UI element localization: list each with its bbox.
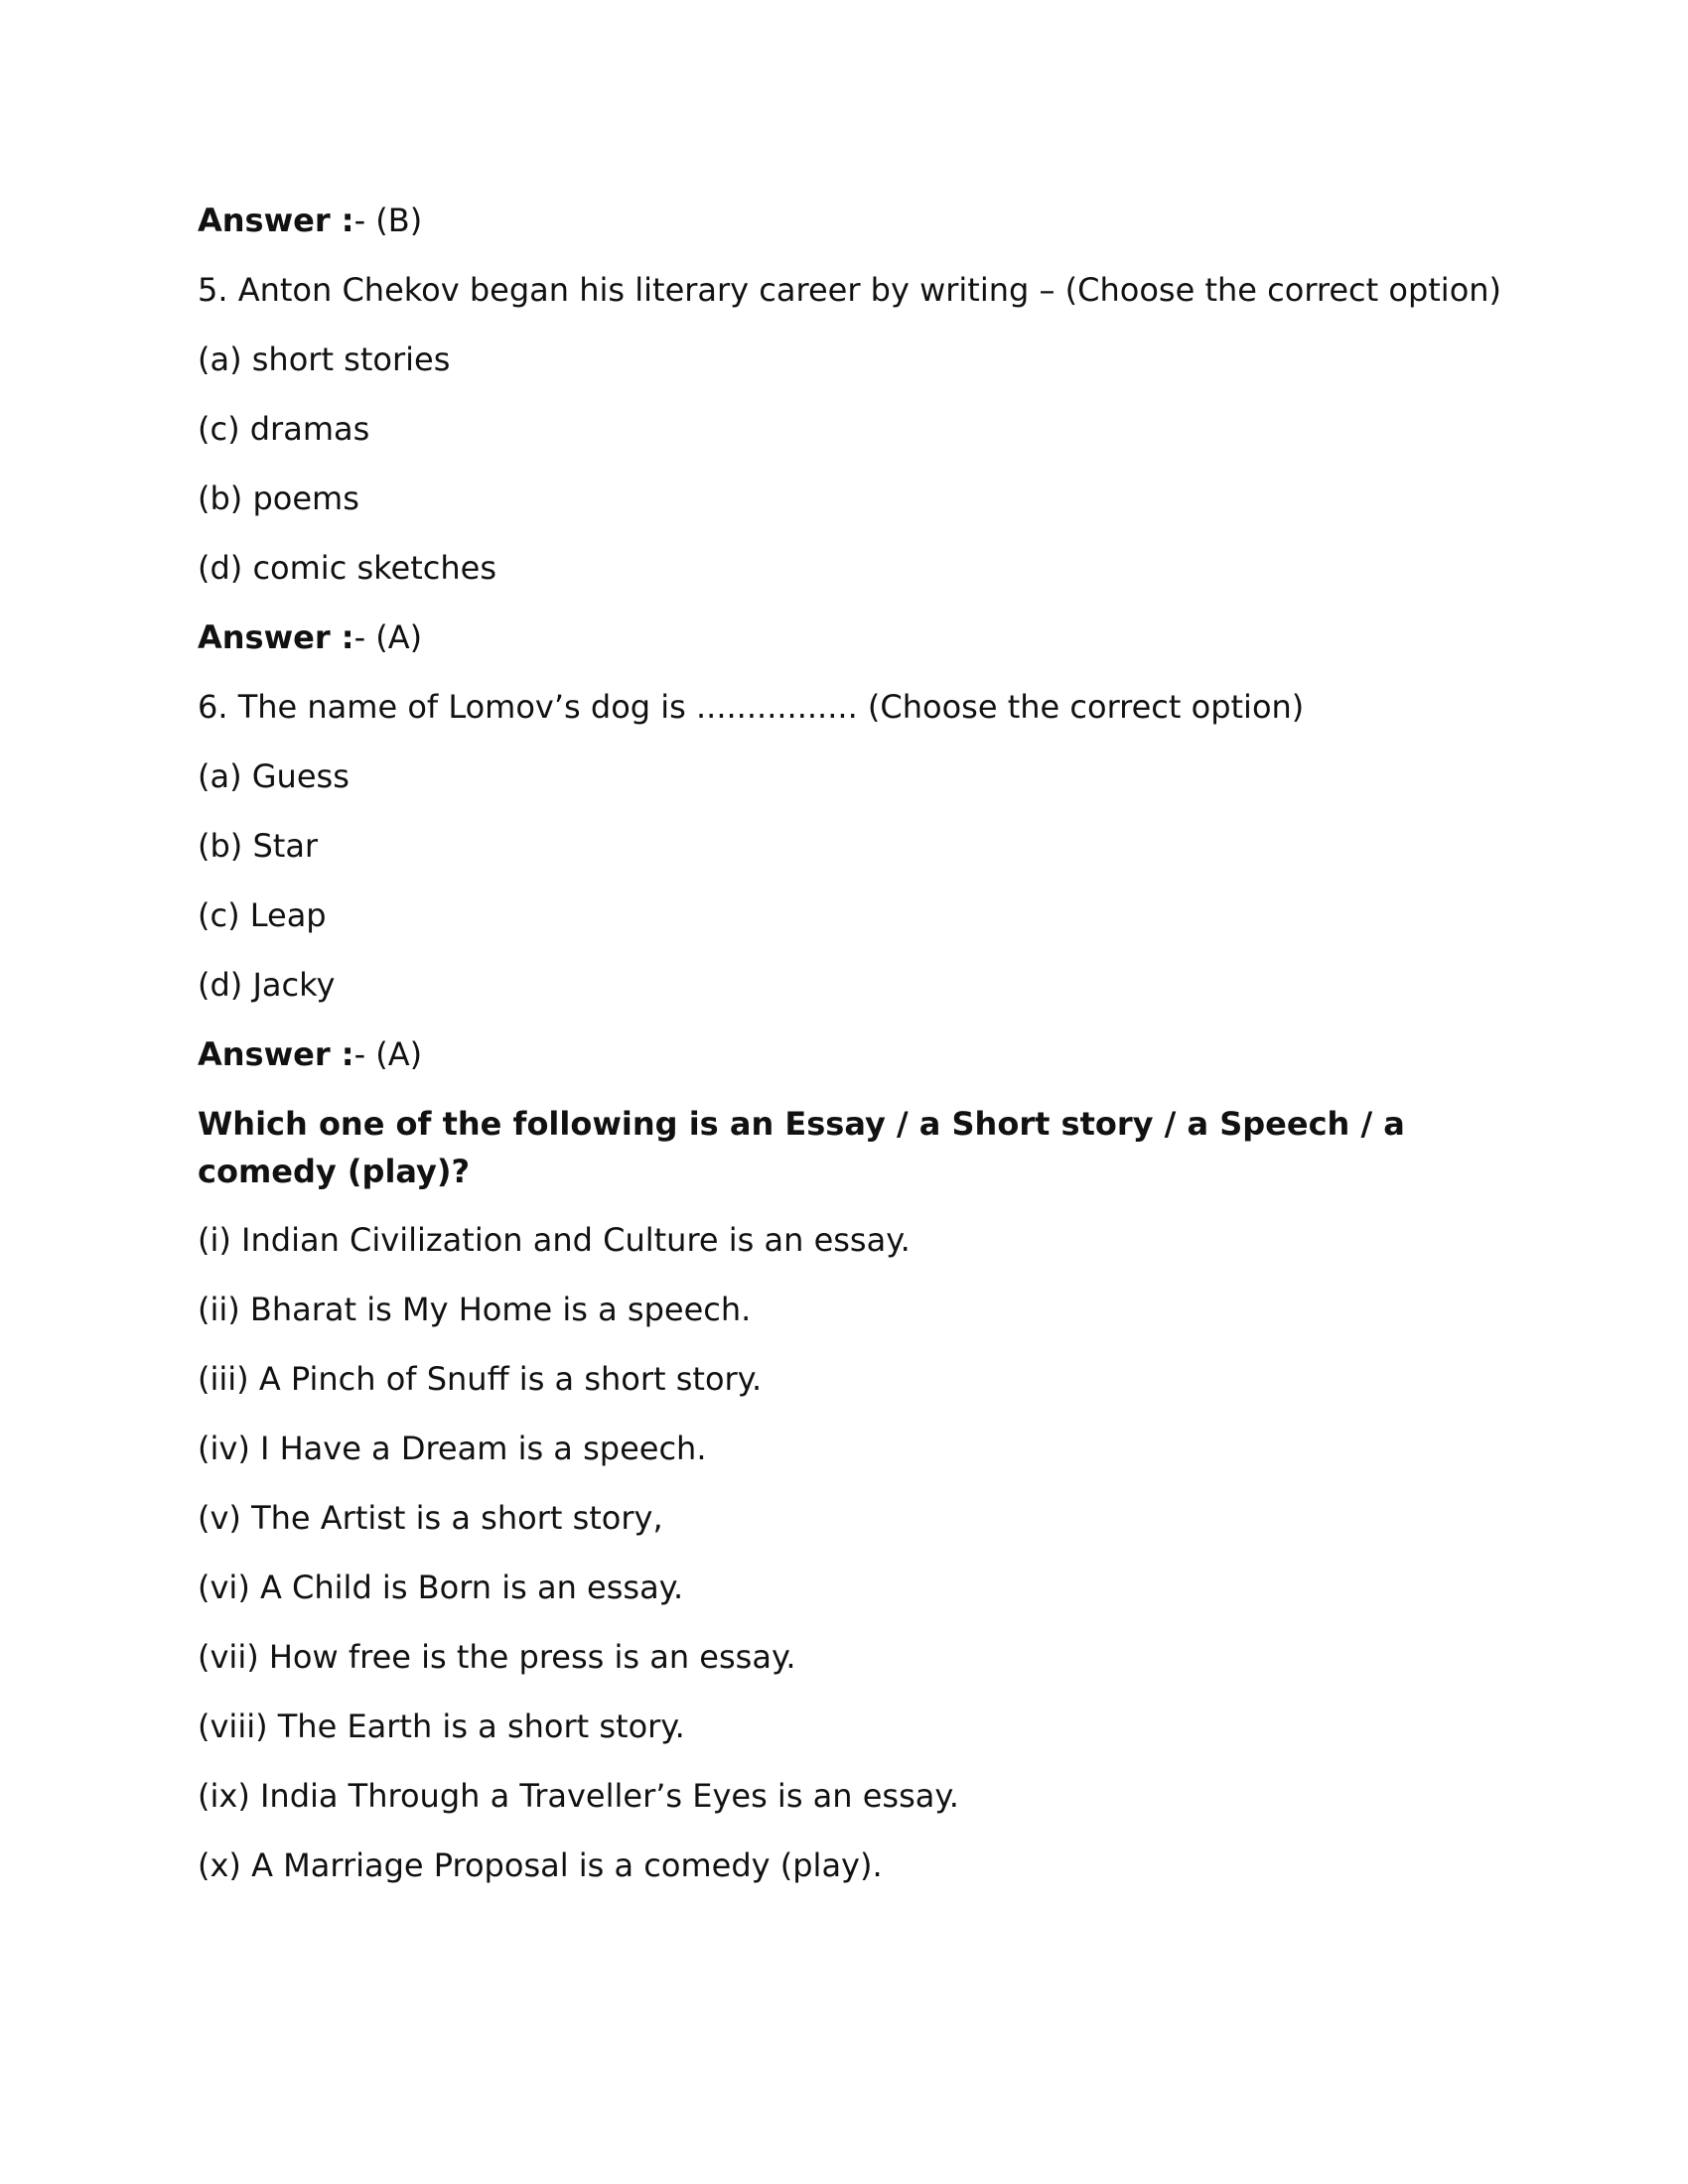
answer-label: Answer : <box>198 202 354 239</box>
section-item-iv: (iv) I Have a Dream is a speech. <box>198 1430 707 1467</box>
section-item-ii: (ii) Bharat is My Home is a speech. <box>198 1291 752 1328</box>
answer-value: - (A) <box>353 618 423 656</box>
answer-label: Answer : <box>198 618 354 656</box>
section-item-viii: (viii) The Earth is a short story. <box>198 1707 685 1745</box>
answer-line-q6 <box>198 1030 422 1078</box>
q5-option-c: (c) dramas <box>198 410 370 448</box>
q6-option-a: (a) Guess <box>198 757 350 795</box>
answer-value: - (B) <box>353 202 423 239</box>
section-item-vi: (vi) A Child is Born is an essay. <box>198 1569 684 1606</box>
section-item-ix: (ix) India Through a Traveller’s Eyes is an essay. <box>198 1777 959 1815</box>
q6-option-d: (d) Jacky <box>198 966 336 1004</box>
q5-option-b: (b) poems <box>198 479 359 517</box>
q6-option-b: (b) Star <box>198 827 319 865</box>
section-item-iii: (iii) A Pinch of Snuff is a short story. <box>198 1360 763 1398</box>
section-item-v: (v) The Artist is a short story, <box>198 1499 663 1537</box>
question-6: 6. The name of Lomov’s dog is ................ (Choose the correct option) <box>198 688 1305 726</box>
section-item-vii: (vii) How free is the press is an essay. <box>198 1638 796 1676</box>
q6-option-c: (c) Leap <box>198 896 327 934</box>
section-item-i: (i) Indian Civilization and Culture is an essay. <box>198 1221 911 1259</box>
answer-line-q4 <box>198 197 422 244</box>
question-5: 5. Anton Chekov began his literary career by writing – (Choose the correct option) <box>198 271 1502 309</box>
answer-label: Answer : <box>198 1035 354 1073</box>
section-item-x: (x) A Marriage Proposal is a comedy (play). <box>198 1846 883 1884</box>
answer-value: - (A) <box>353 1035 423 1073</box>
answer-line-q5 <box>198 614 422 661</box>
q5-option-d: (d) comic sketches <box>198 549 496 587</box>
q5-option-a: (a) short stories <box>198 341 451 378</box>
section-heading: Which one of the following is an Essay / a Short story / a Speech / a comedy (play)? <box>198 1105 1405 1190</box>
